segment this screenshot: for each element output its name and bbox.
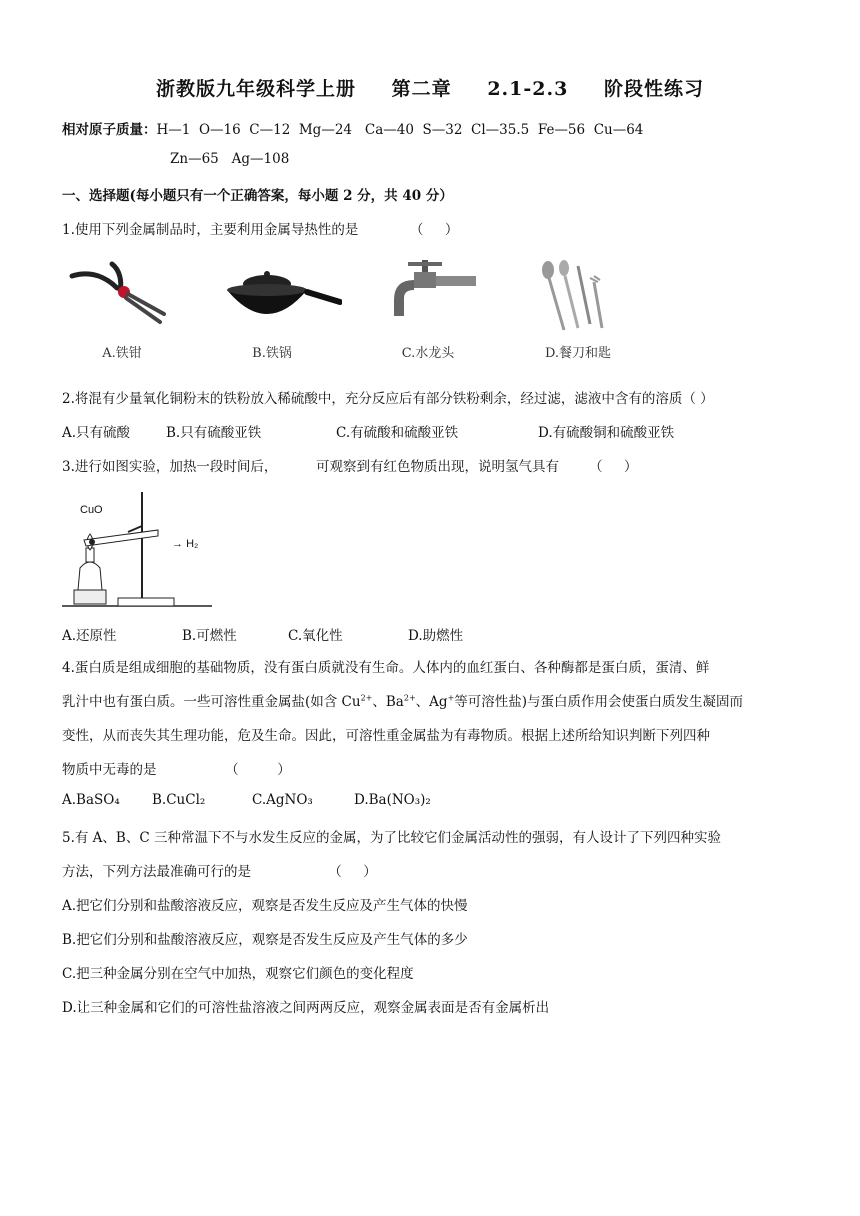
q4-option-a: A.BaSO₄ bbox=[62, 792, 120, 808]
atomic-mass-line-1 bbox=[62, 118, 643, 138]
q4-line-2-b: 、Ba bbox=[372, 694, 404, 710]
faucet-icon bbox=[368, 258, 488, 338]
atomic-mass-values-2: Zn—65 Ag—108 bbox=[170, 151, 290, 167]
section-heading: 一、选择题(每小题只有一个正确答案，每小题 2 分，共 40 分） bbox=[62, 188, 453, 204]
q4-option-d: D.Ba(NO₃)₂ bbox=[354, 792, 431, 808]
q1-caption-c: C.水龙头 bbox=[401, 346, 455, 361]
h2-label-text: H₂ bbox=[186, 538, 199, 550]
q3-option-a: A.还原性 bbox=[62, 628, 117, 644]
q1-option-a bbox=[62, 258, 182, 366]
q4-option-b: B.CuCl₂ bbox=[152, 792, 206, 808]
q3-options bbox=[62, 624, 463, 644]
q4-ba-charge: 2+ bbox=[403, 693, 416, 703]
q3-option-b: B.可燃性 bbox=[182, 628, 237, 644]
title-sections: 2.1-2.3 bbox=[487, 78, 569, 100]
q4-line-4: 物质中无毒的是 （ ） bbox=[62, 762, 291, 778]
q2-options bbox=[62, 421, 674, 441]
q4-ag-charge: + bbox=[447, 693, 455, 703]
q2-option-a: A.只有硫酸 bbox=[62, 425, 131, 441]
pliers-icon bbox=[62, 258, 182, 338]
q1-option-b bbox=[212, 258, 332, 366]
q4-line-2-c: 、Ag bbox=[415, 694, 448, 710]
q2-option-b: B.只有硫酸亚铁 bbox=[166, 425, 262, 441]
q4-line-2-d: 等可溶性盐)与蛋白质作用会使蛋白质发生凝固而 bbox=[454, 694, 744, 710]
page-title bbox=[0, 74, 860, 101]
q1-image-row bbox=[62, 258, 662, 366]
q4-option-c: C.AgNO₃ bbox=[252, 792, 313, 808]
q3-stem: 3.进行如图实验，加热一段时间后， 可观察到有红色物质出现，说明氢气具有 （ ） bbox=[62, 459, 638, 475]
q5-line-2: 方法，下列方法最准确可行的是 （ ） bbox=[62, 864, 377, 880]
q3-diagram bbox=[62, 486, 212, 610]
wok-icon bbox=[212, 258, 342, 338]
q1-caption-a: A.铁钳 bbox=[102, 346, 142, 361]
q1-option-c bbox=[368, 258, 488, 366]
h2-label: → H₂ bbox=[172, 538, 199, 550]
spoon-fork-icon bbox=[518, 258, 638, 338]
q1-stem: 1.使用下列金属制品时，主要利用金属导热性的是 （ ） bbox=[62, 222, 459, 238]
q1-caption-d: D.餐刀和匙 bbox=[544, 346, 612, 361]
q5-option-d: D.让三种金属和它们的可溶性盐溶液之间两两反应，观察金属表面是否有金属析出 bbox=[62, 1000, 550, 1016]
q3-option-c: C.氧化性 bbox=[288, 628, 343, 644]
q5-option-c: C.把三种金属分别在空气中加热，观察它们颜色的变化程度 bbox=[62, 966, 414, 982]
q4-line-2-a: 乳汁中也有蛋白质。一些可溶性重金属盐(如含 Cu bbox=[62, 694, 361, 710]
atomic-mass-values-1: H—1 O—16 C—12 Mg—24 Ca—40 S—32 Cl—35.5 Fe—56 Cu—64 bbox=[156, 122, 644, 138]
cuo-label: CuO bbox=[80, 504, 103, 516]
q5-option-b: B.把它们分别和盐酸溶液反应，观察是否发生反应及产生气体的多少 bbox=[62, 932, 468, 948]
title-chapter: 第二章 bbox=[391, 78, 452, 100]
q4-line-2 bbox=[62, 690, 743, 710]
atomic-mass-label: 相对原子质量： bbox=[62, 122, 157, 138]
q4-cu-charge: 2+ bbox=[360, 693, 373, 703]
q4-options bbox=[62, 792, 431, 808]
title-book: 浙教版九年级科学上册 bbox=[156, 78, 357, 100]
q5-option-a: A.把它们分别和盐酸溶液反应，观察是否发生反应及产生气体的快慢 bbox=[62, 898, 468, 914]
q3-option-d: D.助燃性 bbox=[408, 628, 464, 644]
q2-option-c: C.有硫酸和硫酸亚铁 bbox=[336, 425, 459, 441]
q2-option-d: D.有硫酸铜和硫酸亚铁 bbox=[538, 425, 675, 441]
title-type: 阶段性练习 bbox=[603, 78, 704, 100]
q4-line-1: 4.蛋白质是组成细胞的基础物质，没有蛋白质就没有生命。人体内的血红蛋白、各种酶都是蛋白质，蛋清、鲜 bbox=[62, 660, 710, 676]
q2-stem: 2.将混有少量氧化铜粉末的铁粉放入稀硫酸中，充分反应后有部分铁粉剩余，经过滤，滤液中含有的溶质（ ） bbox=[62, 391, 714, 407]
q4-line-3: 变性，从而丧失其生理功能，危及生命。因此，可溶性重金属盐为有毒物质。根据上述所给知识判断下列四种 bbox=[62, 728, 710, 744]
q5-line-1: 5.有 A、B、C 三种常温下不与水发生反应的金属，为了比较它们金属活动性的强弱，有人设计了下列四种实验 bbox=[62, 830, 721, 846]
q1-caption-b: B.铁锅 bbox=[252, 346, 292, 361]
q1-option-d bbox=[518, 258, 638, 366]
